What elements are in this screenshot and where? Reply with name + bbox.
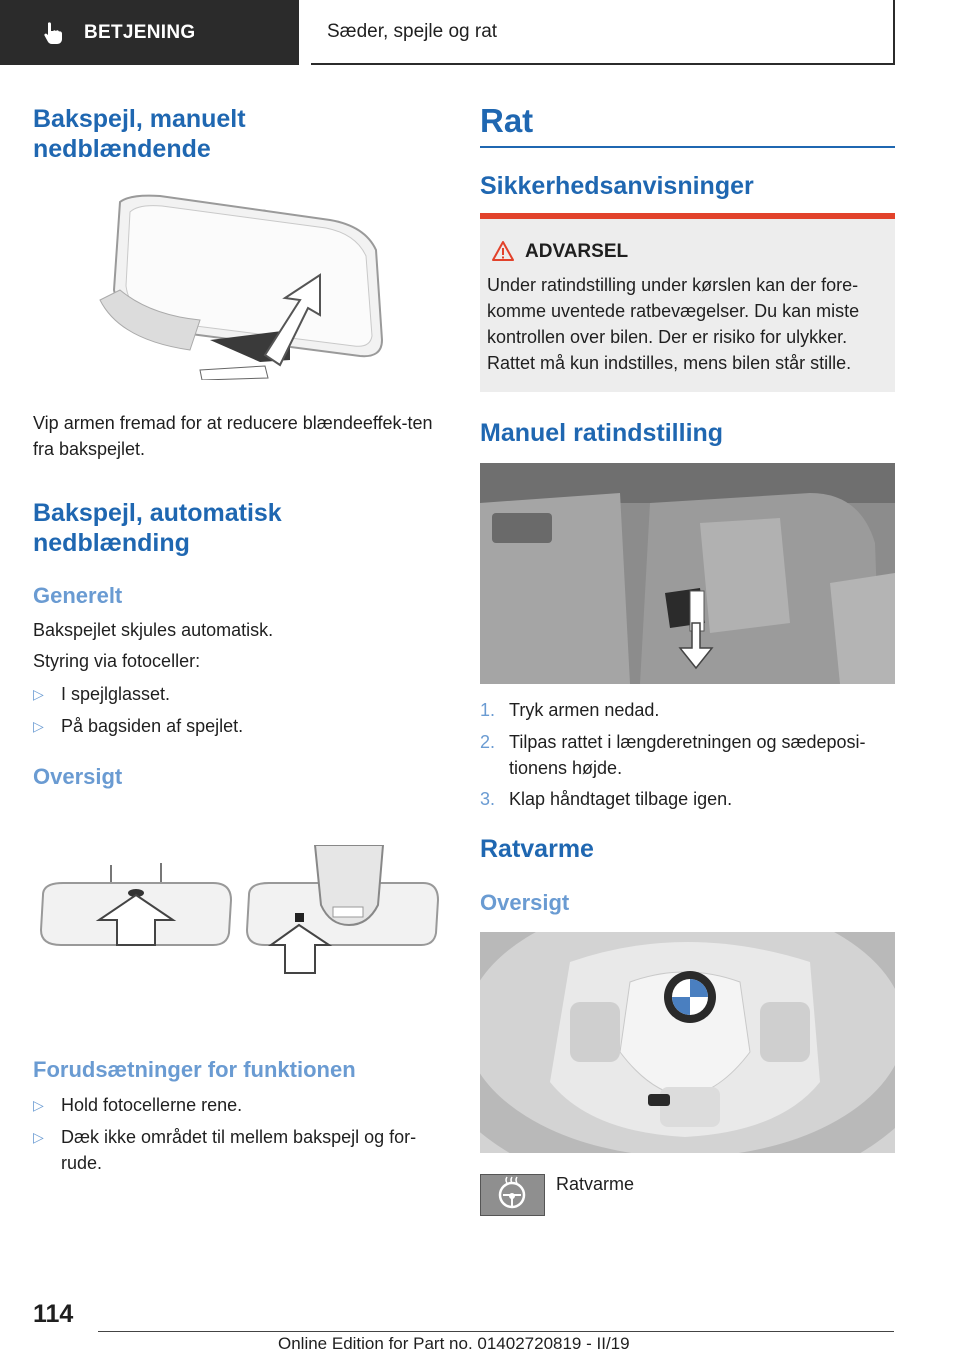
warning-text: Under ratindstilling under kørslen kan der fore-komme uventede ratbevægelser. Du kan miste kontrollen over bilen. Der er risiko for ulykker. Rattet må kun indstilles, mens bilen står stille.	[487, 275, 860, 373]
heading-sikkerhed: Sikkerhedsanvisninger	[480, 172, 754, 200]
heading-oversigt-ratvarme: Oversigt	[480, 890, 570, 915]
heated-steering-wheel-button	[480, 1174, 545, 1216]
chapter-title: BETJENING	[84, 21, 196, 43]
heading-manuel-ratindstilling: Manuel ratindstilling	[480, 419, 724, 447]
list-item: ▷ På bagsiden af spejlet.	[33, 713, 443, 739]
heading-oversigt: Oversigt	[33, 764, 123, 789]
list-item: 1. Tryk armen nedad.	[480, 700, 660, 720]
auto-mirror-illustration	[33, 845, 443, 975]
label-ratvarme: Ratvarme	[556, 1174, 635, 1194]
section-header	[311, 0, 895, 65]
warning-triangle-icon	[491, 240, 515, 262]
list-item: 2. Tilpas rattet i længderetningen og sædeposi-tionens højde.	[480, 732, 866, 778]
edition-note: Online Edition for Part no. 01402720819 - II/19	[278, 1334, 630, 1353]
list-item: ▷ I spejlglasset.	[33, 681, 443, 707]
page-number: 114	[33, 1300, 74, 1328]
section-title: Sæder, spejle og rat	[327, 20, 498, 42]
list-item: ▷ Dæk ikke området til mellem bakspejl og for-rude.	[33, 1124, 443, 1176]
triangle-bullet-icon: ▷	[33, 1129, 44, 1145]
paragraph-generelt-2: Styring via fotoceller:	[33, 651, 201, 671]
heated-steering-wheel-icon	[481, 1175, 544, 1215]
heading-auto-mirror: Bakspejl, automatisk nedblænding	[33, 499, 282, 557]
warning-bar	[480, 213, 895, 219]
paragraph-manual-mirror: Vip armen fremad for at reducere blændeeffek-ten fra bakspejlet.	[33, 413, 433, 459]
triangle-bullet-icon: ▷	[33, 1097, 44, 1113]
manual-mirror-illustration	[90, 190, 390, 380]
footer-rule	[98, 1331, 894, 1332]
heading-rat: Rat	[480, 102, 534, 139]
triangle-bullet-icon: ▷	[33, 718, 44, 734]
paragraph-generelt-1: Bakspejlet skjules automatisk.	[33, 620, 274, 640]
hand-pointer-icon	[40, 20, 66, 46]
triangle-bullet-icon: ▷	[33, 686, 44, 702]
chapter-tab	[0, 0, 299, 65]
list-item: ▷ Hold fotocellerne rene.	[33, 1092, 443, 1118]
steering-wheel-photo	[480, 932, 895, 1153]
heading-forudsaetninger: Forudsætninger for funktionen	[33, 1057, 356, 1082]
warning-title: ADVARSEL	[525, 241, 629, 262]
heading-rule	[480, 146, 895, 148]
steering-column-photo	[480, 463, 895, 684]
heading-generelt: Generelt	[33, 583, 123, 608]
heading-ratvarme: Ratvarme	[480, 835, 594, 863]
heading-manual-mirror: Bakspejl, manuelt nedblændende	[33, 105, 246, 163]
list-item: 3. Klap håndtaget tilbage igen.	[480, 789, 733, 809]
